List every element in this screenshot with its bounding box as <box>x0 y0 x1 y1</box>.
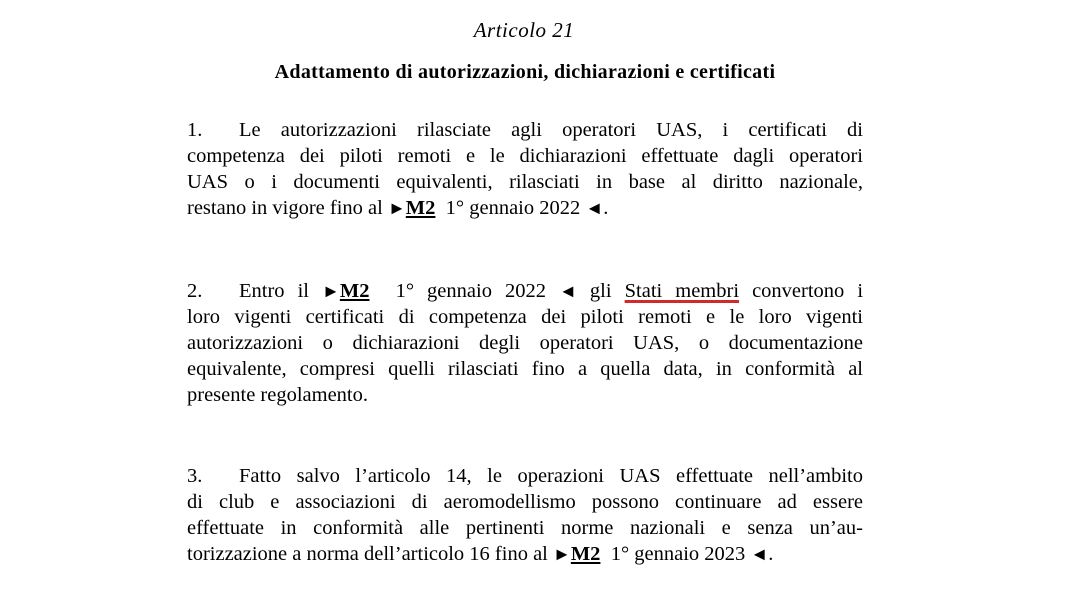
amendment-marker-m2[interactable]: M2 <box>339 280 370 302</box>
paragraph-line: loro vigenti certificati di competenza dei piloti remoti e le loro vigenti <box>187 306 863 328</box>
sentence-end: . <box>768 543 774 565</box>
amendment-open-arrow-icon: ► <box>322 281 340 301</box>
amendment-marker-m2[interactable]: M2 <box>570 543 601 565</box>
paragraph-line: UAS o i documenti equivalenti, rilasciati in base al diritto nazionale, <box>187 171 863 193</box>
amendment-marker-m2[interactable]: M2 <box>405 197 436 219</box>
paragraph-line <box>187 195 863 221</box>
paragraph-3 <box>187 463 863 567</box>
paragraph-text: convertono i <box>752 280 864 302</box>
amendment-close-arrow-icon: ◄ <box>585 198 604 218</box>
paragraph-line <box>187 117 863 143</box>
paragraph-line: presente regolamento. <box>187 384 369 406</box>
paragraph-text: Le autorizzazioni rilasciate agli operatori UAS, i certificati di <box>239 119 863 141</box>
paragraph-2 <box>187 278 863 408</box>
amendment-date: 1° gennaio 2022 <box>395 280 546 302</box>
paragraph-number: 1. <box>187 119 203 141</box>
paragraph-line: equivalente, compresi quelli rilasciati fino a quella data, in conformità al <box>187 358 863 380</box>
paragraph-text: Fatto salvo l’articolo 14, le operazioni UAS effettuate nell’ambito <box>239 465 863 487</box>
paragraph-text: restano in vigore fino al <box>187 197 383 219</box>
paragraph-number: 3. <box>187 465 203 487</box>
paragraph-line: autorizzazioni o dichiarazioni degli operatori UAS, o documentazione <box>187 332 863 354</box>
sentence-end: . <box>603 197 609 219</box>
paragraph-line <box>187 463 863 489</box>
paragraph-text: torizzazione a norma dell’articolo 16 fino al <box>187 543 548 565</box>
paragraph-1 <box>187 117 863 221</box>
amendment-open-arrow-icon: ► <box>553 544 571 564</box>
paragraph-line <box>187 541 863 567</box>
paragraph-text: gli <box>589 280 612 302</box>
article-title: Adattamento di autorizzazioni, dichiarazioni e certificati <box>274 61 776 83</box>
amendment-date: 1° gennaio 2023 <box>610 543 746 565</box>
paragraph-line: di club e associazioni di aeromodellismo possono continuare ad essere <box>187 491 863 513</box>
article-number: Articolo 21 <box>473 18 575 42</box>
paragraph-line: competenza dei piloti remoti e le dichiarazioni effettuate dagli operatori <box>187 145 863 167</box>
amendment-close-arrow-icon: ◄ <box>559 281 577 301</box>
amendment-open-arrow-icon: ► <box>387 198 406 218</box>
amendment-date: 1° gennaio 2022 <box>445 197 581 219</box>
paragraph-number: 2. <box>187 280 203 302</box>
paragraph-line <box>187 278 863 304</box>
paragraph-text: Entro il <box>239 280 309 302</box>
paragraph-line: effettuate in conformità alle pertinenti norme nazionali e senza un’au- <box>187 517 863 539</box>
highlighted-text-stati-membri[interactable]: Stati membri <box>624 280 740 302</box>
amendment-close-arrow-icon: ◄ <box>750 544 769 564</box>
